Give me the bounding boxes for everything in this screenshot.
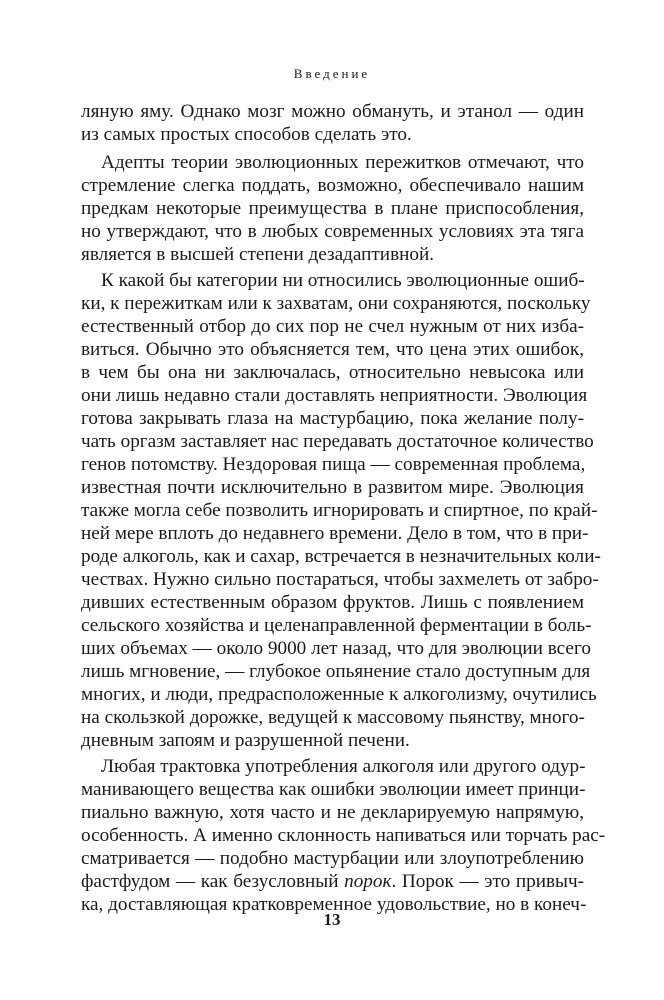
text-line: ней мере вплоть до недавнего времени. Дело в том, что в при-: [81, 523, 589, 544]
text-line: ляную яму. Однако мозг можно обмануть, и этанол — один: [81, 101, 584, 122]
text-line: дневным запоям и разрушенной печени.: [81, 730, 410, 751]
text-line: стремление слегка поддать, возможно, обеспечивало нашим: [81, 175, 584, 196]
text-line: роде алкоголь, как и сахар, встречается в незначительных коли-: [81, 546, 601, 567]
text-line: чать оргазм заставляет нас передавать достаточное количество: [81, 431, 594, 452]
text-line: в чем бы она ни заключалась, относительно невысока или: [81, 362, 584, 383]
text-line: пиально важную, хотя часто и не декларируемую напрямую,: [81, 802, 584, 823]
text-line: ших объемах — около 9000 лет назад, что для эволюции всего: [81, 638, 591, 659]
text-line: они лишь недавно стали доставлять неприятности. Эволюция: [81, 385, 588, 406]
text-line: естественный отбор до сих пор не счел нужным от них изба-: [81, 316, 584, 337]
text-segment: фастфудом — как безусловный: [81, 871, 345, 892]
text-line: ка, доставляющая кратковременное удовольствие, но в конеч-: [81, 894, 587, 915]
text-line: К какой бы категории ни относились эволюционные ошиб-: [101, 270, 585, 291]
text-line: виться. Обычно это объясняется тем, что цена этих ошибок,: [81, 339, 584, 360]
text-line: на скользкой дорожке, ведущей к массовому пьянству, много-: [81, 707, 585, 728]
text-line: сельского хозяйства и целенаправленной ферментации в боль-: [81, 615, 592, 636]
text-line: лишь мгновение, — глубокое опьянение стало доступным для: [81, 661, 591, 682]
text-line: [81, 871, 584, 893]
text-line: чествах. Нужно сильно постараться, чтобы захмелеть от забро-: [81, 569, 599, 590]
text-line: многих, и люди, предрасположенные к алкоголизму, очутились: [81, 684, 597, 705]
text-line: из самых простых способов сделать это.: [81, 124, 412, 145]
running-header: Введение: [293, 66, 371, 81]
page-number: 13: [323, 910, 341, 929]
text-line: дивших естественным образом фруктов. Лишь с появлением: [81, 592, 584, 613]
text-segment: . Порок — это привыч-: [391, 871, 584, 892]
text-line: известная почти исключительно в развитом мире. Эволюция: [81, 477, 584, 498]
emphasis-text: порок: [344, 871, 392, 892]
text-line: также могла себе позволить игнорировать и спиртное, по край-: [81, 500, 598, 521]
text-line: Адепты теории эволюционных пережитков отмечают, что: [101, 152, 584, 173]
text-line: ки, к пережиткам или к захватам, они сохраняются, поскольку: [81, 293, 591, 314]
text-line: но утверждают, что в любых современных условиях эта тяга: [81, 221, 584, 242]
text-line: готова закрывать глаза на мастурбацию, пока желание полу-: [81, 408, 584, 429]
text-line: особенность. А именно склонность напиваться или торчать рас-: [81, 825, 606, 846]
text-line: сматривается — подобно мастурбации или злоупотреблению: [81, 848, 584, 869]
text-line: предкам некоторые преимущества в плане приспособления,: [81, 198, 584, 219]
text-line: Любая трактовка употребления алкоголя или другого одур-: [101, 756, 586, 777]
text-line: генов потомству. Нездоровая пища — современная проблема,: [81, 454, 586, 475]
text-line: манивающего вещества как ошибки эволюции имеет принци-: [81, 779, 586, 800]
text-line: является в высшей степени дезадаптивной.: [81, 244, 435, 265]
